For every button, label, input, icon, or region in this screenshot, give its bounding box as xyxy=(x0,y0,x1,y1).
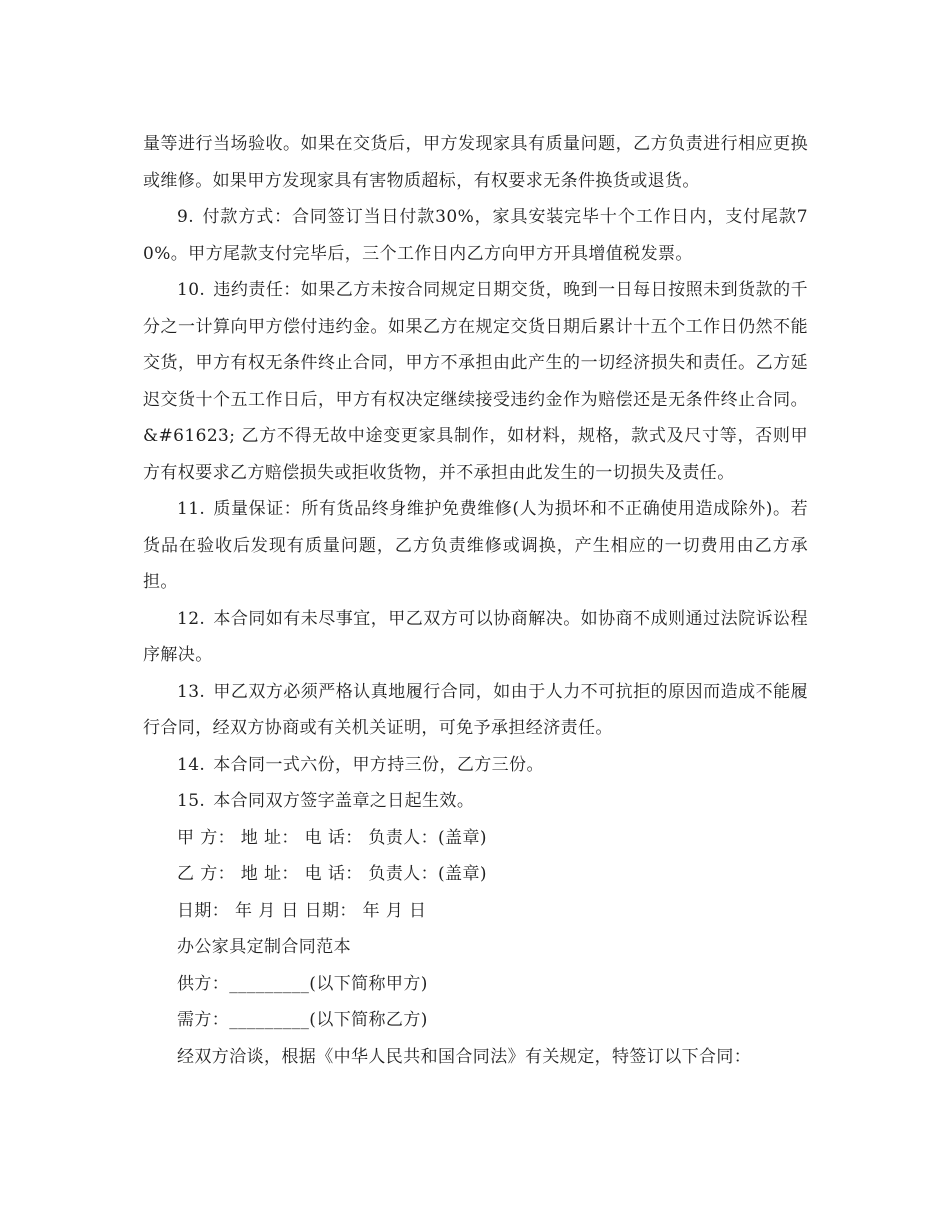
signature-line-text: 甲 方： 地 址： 电 话： 负责人：(盖章) xyxy=(177,827,487,848)
clause-number: 11. xyxy=(177,499,206,519)
preamble-text: 经双方洽谈，根据《中华人民共和国合同法》有关规定，特签订以下合同： xyxy=(177,1046,752,1067)
contract-template-title xyxy=(143,929,808,966)
clause-14-copies xyxy=(143,747,808,784)
buyer-line xyxy=(143,1002,808,1039)
clause-text: 本合同双方签字盖章之日起生效。 xyxy=(213,791,475,811)
clause-number: 15. xyxy=(177,791,206,811)
clause-13-force-majeure xyxy=(143,674,808,747)
clause-text: 付款方式：合同签订当日付款30%，家具安装完毕十个工作日内，支付尾款70%。甲方尾款支付完毕后，三个工作日内乙方向甲方开具增值税发票。 xyxy=(143,207,808,264)
contract-body xyxy=(143,126,808,1075)
clause-text: 质量保证：所有货品终身维护免费维修(人为损坏和不正确使用造成除外)。若货品在验收后发现有质量问题，乙方负责维修或调换，产生相应的一切费用由乙方承担。 xyxy=(143,499,808,592)
date-line-text: 日期： 年 月 日 日期： 年 月 日 xyxy=(177,900,427,921)
clause-15-effective xyxy=(143,783,808,820)
paragraph-acceptance-continued xyxy=(143,126,808,199)
clause-9-payment xyxy=(143,199,808,272)
supplier-line xyxy=(143,966,808,1003)
buyer-text: 需方：_________(以下简称乙方) xyxy=(177,1010,428,1030)
supplier-text: 供方：_________(以下简称甲方) xyxy=(177,973,428,994)
party-b-signature-line xyxy=(143,856,808,893)
clause-text: 本合同如有未尽事宜，甲乙双方可以协商解决。如协商不成则通过法院诉讼程序解决。 xyxy=(143,608,808,665)
date-line xyxy=(143,893,808,930)
party-a-signature-line xyxy=(143,820,808,857)
clause-number: 10. xyxy=(177,280,206,300)
clause-number: 13. xyxy=(177,681,206,702)
clause-text: 违约责任：如果乙方未按合同规定日期交货，晚到一日每日按照未到货款的千分之一计算向甲方偿付违约金。如果乙方在规定交货日期后累计十五个工作日仍然不能交货，甲方有权无条件终止合同，甲方不承担由此产生的一切经济损失和责任。乙方延迟交货十个五工作日后，甲方有权决定继续接受违约金作为赔偿还是无条件终止合同。 &#61623; 乙方不得无故中途变更家具制作，如材料，规格，款式及尺寸等，否则甲方有权要求乙方赔偿损失或拒收货物，并不承担由此发生的一切损失及责任。 xyxy=(143,280,808,483)
clause-11-quality xyxy=(143,491,808,601)
clause-10-breach xyxy=(143,272,808,491)
clause-text: 本合同一式六份，甲方持三份，乙方三份。 xyxy=(213,754,544,775)
title-text: 办公家具定制合同范本 xyxy=(177,937,351,957)
clause-number: 9. xyxy=(177,207,195,227)
signature-line-text: 乙 方： 地 址： 电 话： 负责人：(盖章) xyxy=(177,864,487,884)
clause-12-disputes xyxy=(143,601,808,674)
clause-text: 甲乙双方必须严格认真地履行合同，如由于人力不可抗拒的原因而造成不能履行合同，经双方协商或有关机关证明，可免予承担经济责任。 xyxy=(143,681,808,738)
paragraph-text: 量等进行当场验收。如果在交货后，甲方发现家具有质量问题，乙方负责进行相应更换或维修。如果甲方发现家具有害物质超标，有权要求无条件换货或退货。 xyxy=(143,134,808,191)
preamble-line xyxy=(143,1039,808,1076)
clause-number: 14. xyxy=(177,754,206,775)
clause-number: 12. xyxy=(177,608,206,629)
